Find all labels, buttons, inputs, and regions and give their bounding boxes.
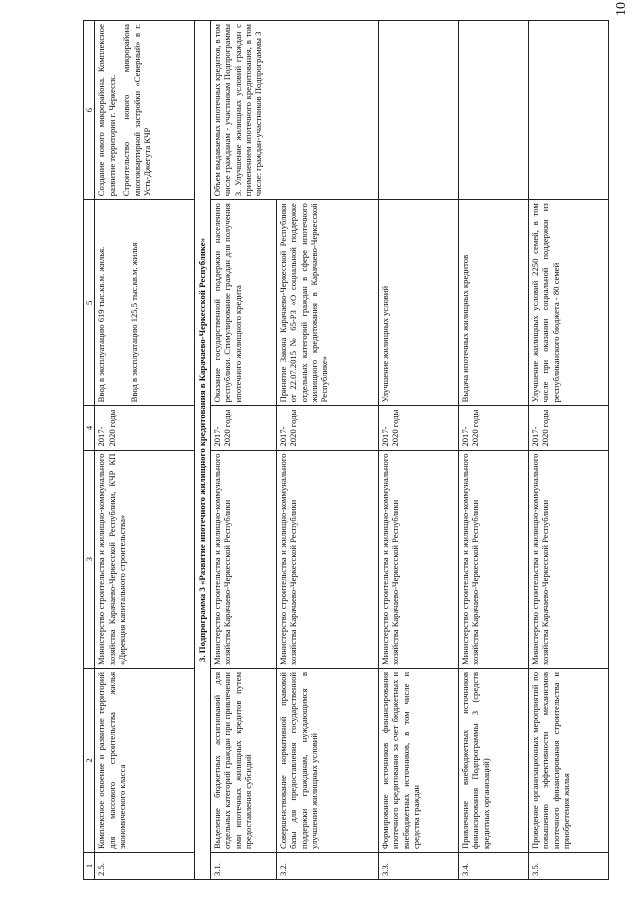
link-cell [458, 21, 528, 200]
row-number: 3.3. [378, 853, 458, 880]
result-cell: Принятие Закона Карачаево-Черкесской Республики от 22.07.2015 № 65-РЗ «О социальной поддержке отдельных категорий граждан в сфере ипотечного жилищного кредитования в Карачаево-Черкесской Республике» [276, 200, 378, 406]
years-cell: 2017-2020 годы [458, 406, 528, 450]
program-measures-table [83, 20, 609, 880]
result-text-2: Ввод в эксплуатацию 125,5 тыс.кв.м. жилья [128, 242, 139, 403]
measure-cell: Комплексное освоение и развитие территорий для массового строительства жилья экономического класса [95, 668, 195, 852]
years-cell: 2017-2020 годы [95, 406, 195, 450]
table-row [95, 21, 195, 880]
header-col-6: 6 [84, 21, 95, 200]
result-cell: Улучшение жилищных условий 2250 семей, в том числе при оказании социальной поддержки из республиканского бюджета - 80 семей [528, 200, 608, 406]
header-col-5: 5 [84, 200, 95, 406]
header-number-row [84, 21, 95, 880]
executor-cell: Министерство строительства и жилищно-коммунального хозяйства Карачаево-Черкесской Республики [276, 450, 378, 668]
header-col-1: 1 [84, 853, 95, 880]
executor-cell: Министерство строительства и жилищно-коммунального хозяйства Карачаево-Черкесской Республики, КЧР КП «Дирекция капитального строительства» [95, 450, 195, 668]
executor-cell: Министерство строительства и жилищно-коммунального хозяйства Карачаево-Черкесской Республики [210, 450, 276, 668]
rotated-table-page [83, 20, 605, 880]
link-text-2: Строительство нового микрорайона многоквартирной застройки «Северный» в г. Усть-Джегута КЧР [121, 24, 153, 197]
measure-cell: Выделение бюджетных ассигнований для отдельных категорий граждан при привлечении ими ипотечных жилищных кредитов путем предоставления субсидий [210, 668, 276, 852]
header-col-3: 3 [84, 450, 95, 668]
measure-cell: Привлечение внебюджетных источников финансирования Подпрограммы 3 (средств кредитных организаций) [458, 668, 528, 852]
result-cell: Улучшение жилищных условий [378, 200, 458, 406]
executor-cell: Министерство строительства и жилищно-коммунального хозяйства Карачаево-Черкесской Республики [528, 450, 608, 668]
link-cell [95, 21, 195, 200]
result-cell [95, 200, 195, 406]
header-col-4: 4 [84, 406, 95, 450]
section-row [195, 21, 210, 880]
result-cell: Оказание государственной поддержки населению республики. Стимулирование граждан для получения ипотечного жилищного кредита [210, 200, 276, 406]
executor-cell: Министерство строительства и жилищно-коммунального хозяйства Карачаево-Черкесской Республики [378, 450, 458, 668]
measure-cell: Совершенствование нормативной правовой базы для предоставления государственной поддержки гражданам, нуждающимся в улучшении жилищных условий [276, 668, 378, 852]
table-row [458, 21, 528, 880]
measure-cell: Проведение организационных мероприятий по повышению эффективности механизмов ипотечного финансирования строительства и приобретения жилья [528, 668, 608, 852]
result-cell: Выдача ипотечных жилищных кредитов [458, 200, 528, 406]
link-cell: Объем выдаваемых ипотечных кредитов, в том числе гражданам - участникам Подпрограммы 3. Улучшение жилищных условий граждан с применением ипотечного кредитования, в том числе: граждан-участников Подпрограммы 3 [210, 21, 378, 200]
row-number: 2.5. [95, 853, 195, 880]
page-number: 10 [614, 2, 629, 16]
years-cell: 2017-2020 годы [528, 406, 608, 450]
years-cell: 2017-2020 годы [210, 406, 276, 450]
executor-cell: Министерство строительства и жилищно-коммунального хозяйства Карачаево-Черкесской Республики [458, 450, 528, 668]
link-cell [528, 21, 608, 200]
row-number: 3.4. [458, 853, 528, 880]
table-row [210, 21, 276, 880]
row-number: 3.1. [210, 853, 276, 880]
section-title: 3. Подпрограмма 3 «Развитие ипотечного жилищного кредитования в Карачаево-Черкесской Республике» [195, 21, 210, 880]
table-row [378, 21, 458, 880]
result-text-1: Ввод в эксплуатацию 619 тыс.кв.м. жилья. [96, 246, 107, 403]
link-cell [378, 21, 458, 200]
header-col-2: 2 [84, 668, 95, 852]
row-number: 3.5. [528, 853, 608, 880]
measure-cell: Формирование источников финансирования ипотечного кредитования за счет бюджетных и внебюджетных источников, в том числе и средства граждан [378, 668, 458, 852]
row-number: 3.2. [276, 853, 378, 880]
table-row [528, 21, 608, 880]
link-text-1: Создание нового микрорайона. Комплексное развитие территории г. Черкесск. [96, 24, 117, 197]
years-cell: 2017-2020 годы [276, 406, 378, 450]
years-cell: 2017-2020 годы [378, 406, 458, 450]
